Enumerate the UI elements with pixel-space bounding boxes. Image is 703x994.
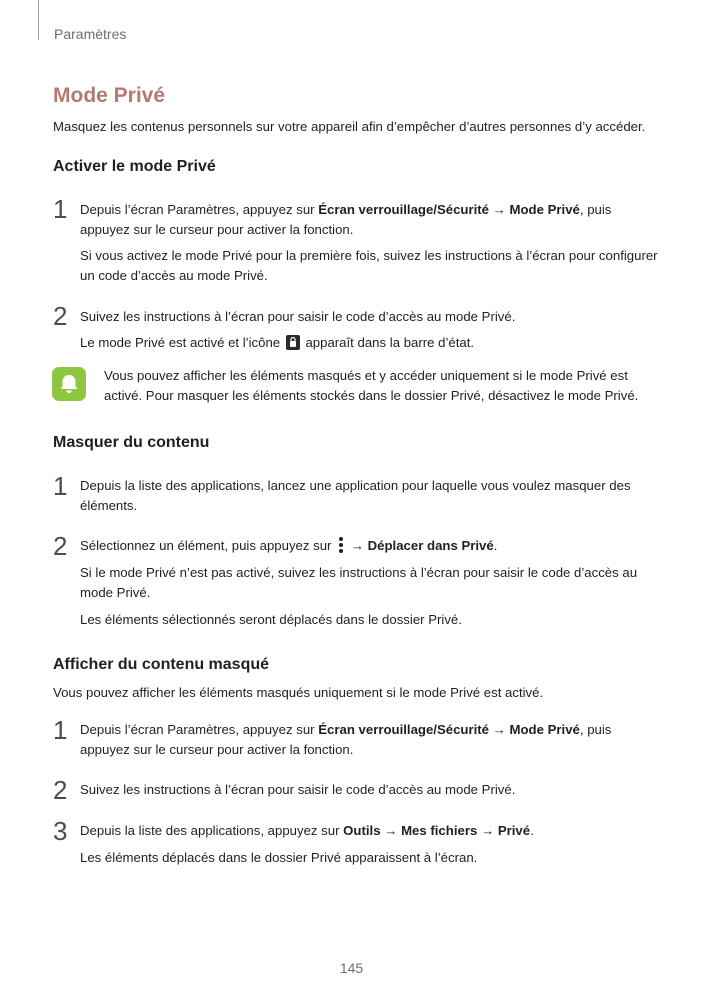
step-number: 1 <box>53 471 68 501</box>
step-text: Depuis l’écran Paramètres, appuyez sur Écran verrouillage/Sécurité → Mode Privé, puis appuyez sur le curseur pour activer la fonction. <box>80 722 612 757</box>
step-text: Depuis la liste des applications, lancez une application pour laquelle vous voulez masquer des éléments. <box>80 478 631 513</box>
step-text: Suivez les instructions à l’écran pour saisir le code d’accès au mode Privé. <box>80 782 516 797</box>
step-text: Suivez les instructions à l’écran pour saisir le code d’accès au mode Privé. <box>80 309 516 324</box>
more-options-icon <box>337 536 345 554</box>
step-text: Depuis l’écran Paramètres, appuyez sur Écran verrouillage/Sécurité → Mode Privé, puis appuyez sur le curseur pour activer la fonction. <box>80 202 612 237</box>
step-number: 3 <box>53 816 68 846</box>
step-number: 1 <box>53 194 68 224</box>
step-number: 2 <box>53 301 68 331</box>
step-text: Sélectionnez un élément, puis appuyez sur → Déplacer dans Privé. <box>80 538 498 553</box>
intro-text: Masquez les contenus personnels sur votre appareil afin d’empêcher d’autres personnes d’y accéder. <box>53 119 646 134</box>
step-number: 2 <box>53 531 68 561</box>
step-detail: Les éléments sélectionnés seront déplacés dans le dossier Privé. <box>80 612 462 627</box>
step-detail: Si vous activez le mode Privé pour la première fois, suivez les instructions à l’écran pour configurer un code d’accès au mode Privé. <box>80 248 658 283</box>
private-mode-lock-icon <box>286 335 300 350</box>
step-text: Depuis la liste des applications, appuyez sur Outils → Mes fichiers → Privé. <box>80 823 534 838</box>
section-heading-show: Afficher du contenu masqué <box>53 656 270 673</box>
step-number: 1 <box>53 715 68 745</box>
step-detail: Si le mode Privé n’est pas activé, suivez les instructions à l’écran pour saisir le code d’accès au mode Privé. <box>80 565 638 600</box>
note-text: Vous pouvez afficher les éléments masqués et y accéder uniquement si le mode Privé est activé. Pour masquer les éléments stockés dans le dossier Privé, désactivez le mode Privé. <box>104 368 639 403</box>
page-title: Mode Privé <box>53 84 166 107</box>
step-detail: Le mode Privé est activé et l’icône apparaît dans la barre d’état. <box>80 335 475 350</box>
note-bell-icon <box>52 367 86 401</box>
step-number: 2 <box>53 775 68 805</box>
section-heading-activate: Activer le mode Privé <box>53 158 216 175</box>
step-detail: Les éléments déplacés dans le dossier Privé apparaissent à l’écran. <box>80 850 478 865</box>
header-rule <box>38 0 39 40</box>
page-number: 145 <box>339 960 364 976</box>
section-heading-hide: Masquer du contenu <box>53 434 210 451</box>
running-title: Paramètres <box>54 26 127 42</box>
section-lead: Vous pouvez afficher les éléments masqués uniquement si le mode Privé est activé. <box>53 685 544 700</box>
